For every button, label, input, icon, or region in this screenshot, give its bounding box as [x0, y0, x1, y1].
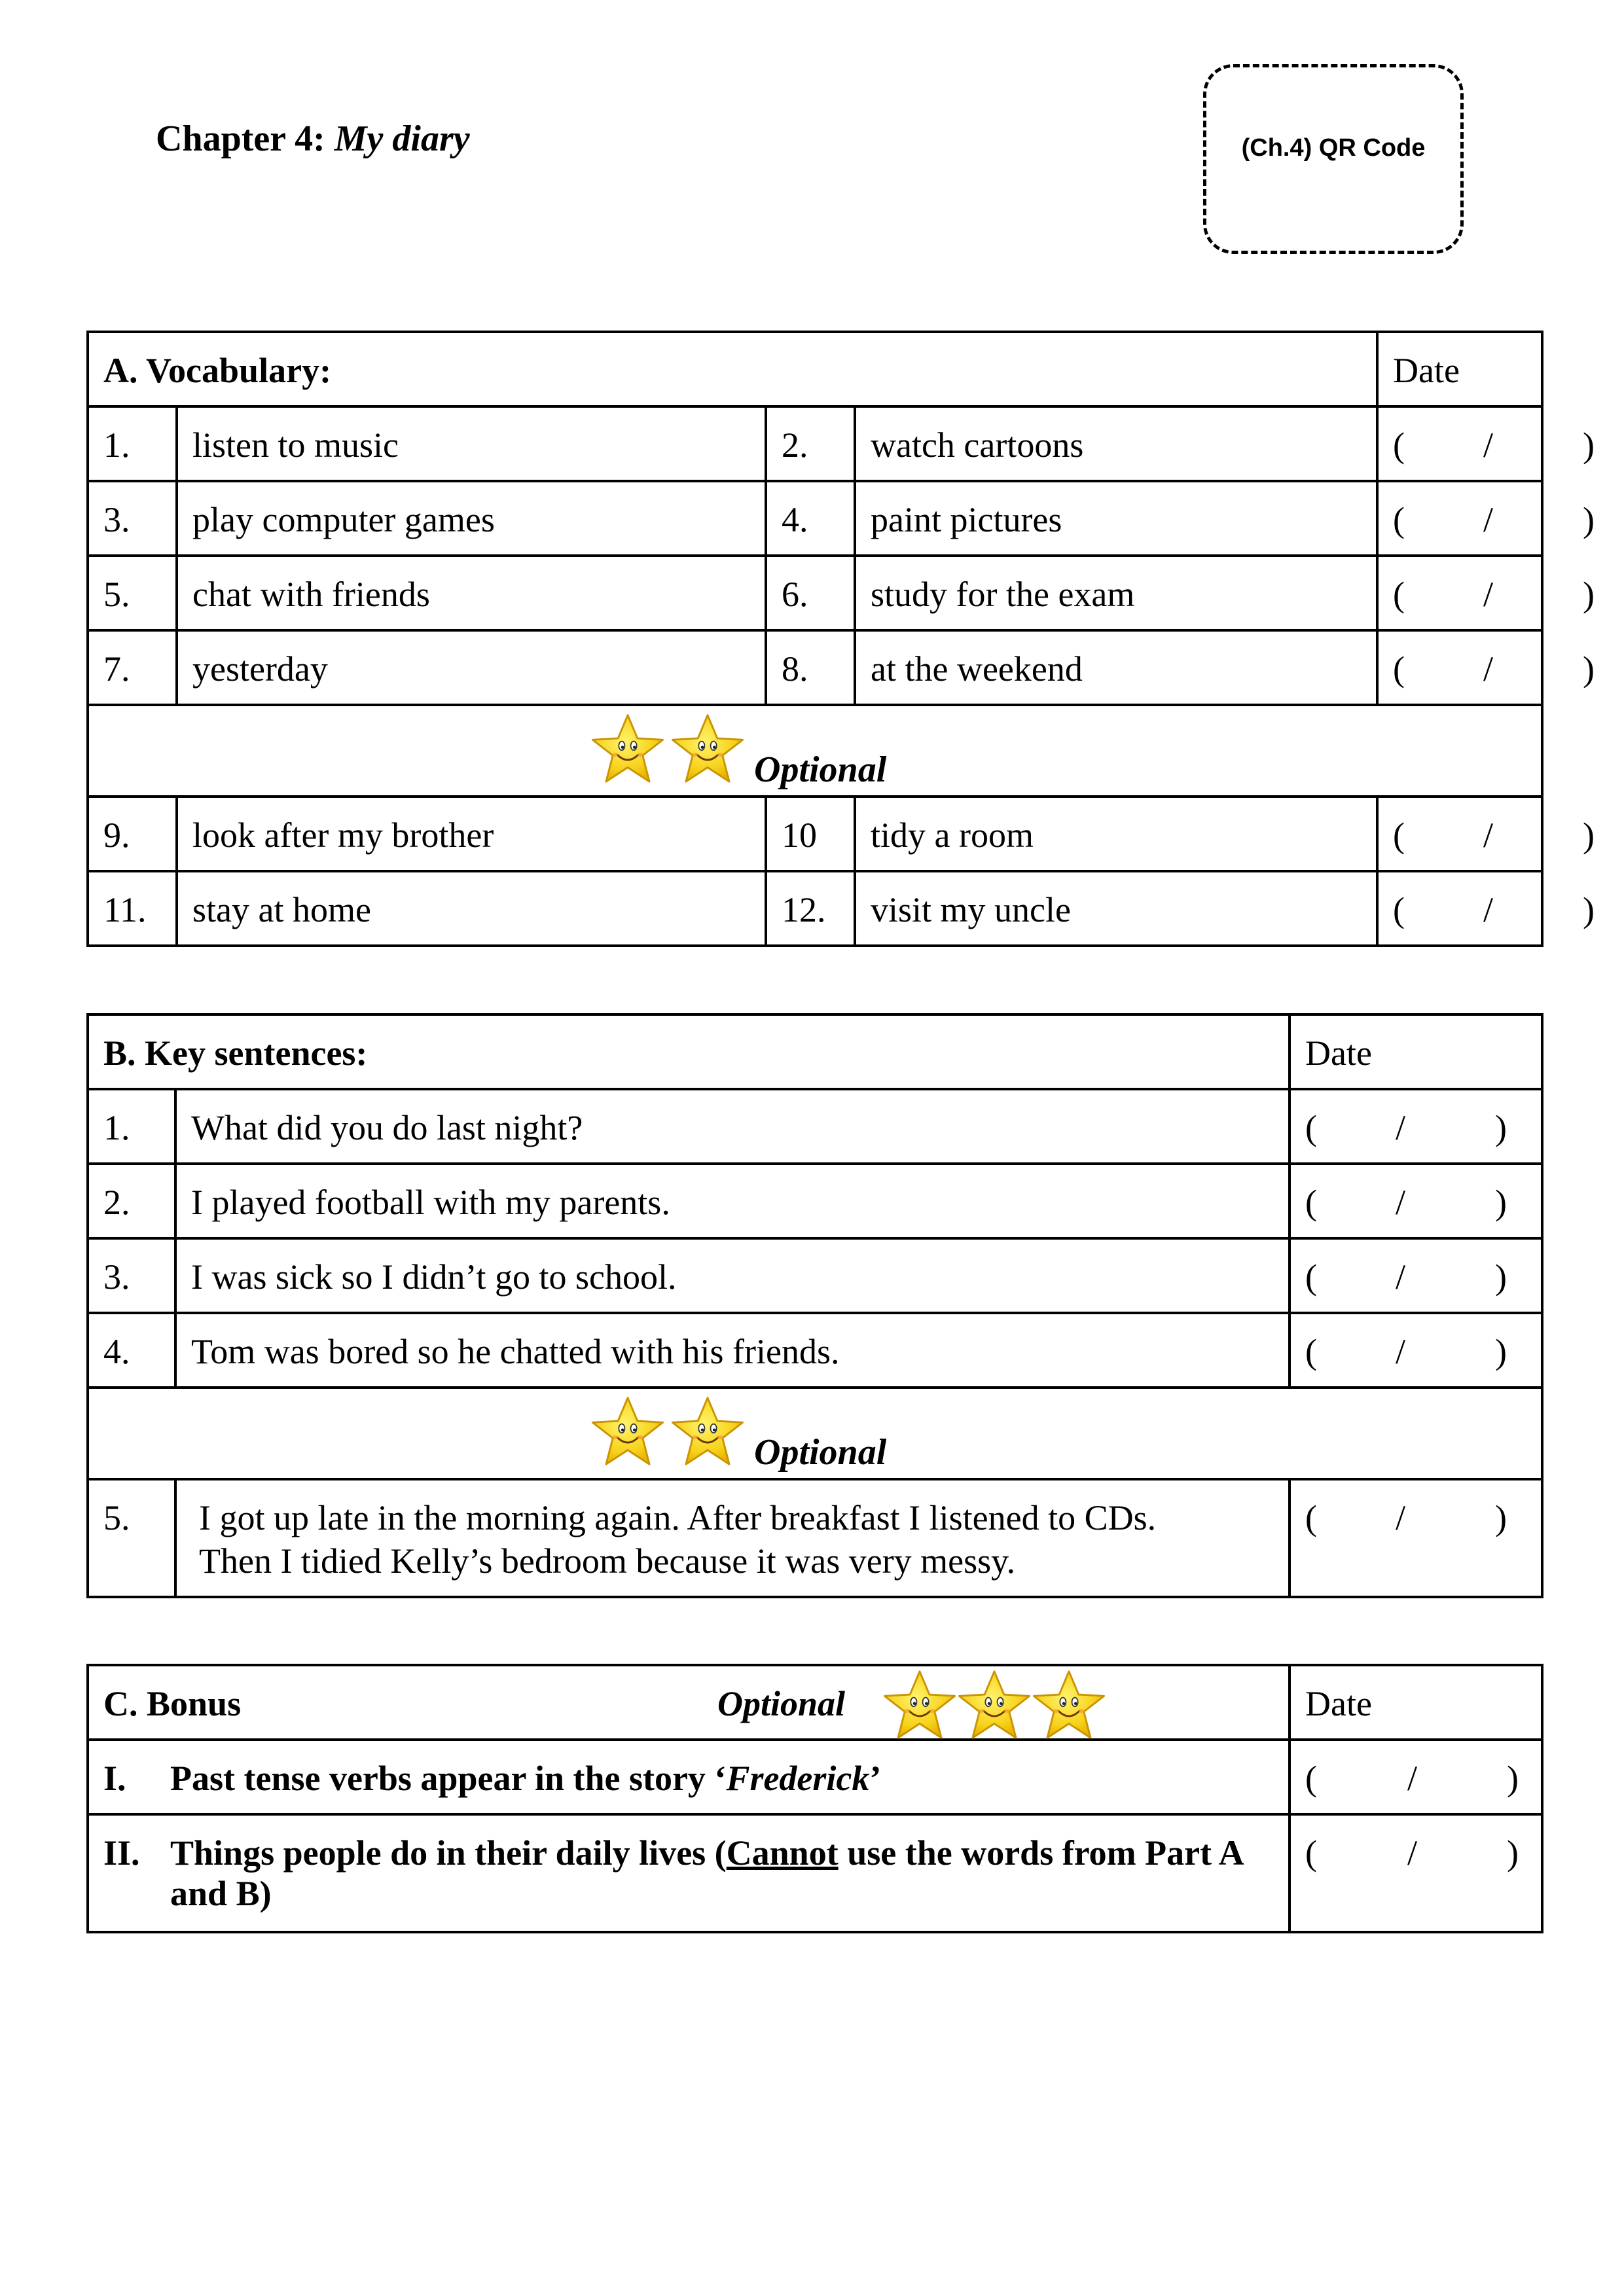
paren-open: (: [1393, 890, 1405, 929]
date-field[interactable]: [1290, 1479, 1542, 1597]
two-stars: [590, 1395, 745, 1467]
date-slash: /: [1483, 890, 1494, 929]
vocab-item: play computer games: [177, 481, 766, 556]
qr-label: (Ch.4) QR Code: [1241, 134, 1426, 162]
roman-numeral: I.: [103, 1759, 126, 1798]
table-row: [88, 630, 1542, 705]
optional-label: Optional: [754, 749, 887, 790]
date-slash: /: [1396, 1108, 1406, 1147]
date-field[interactable]: [1377, 406, 1595, 481]
bonus-text-part: Past tense verbs appear in the story ‘: [170, 1759, 727, 1798]
smiley-star-icon: [957, 1669, 1032, 1741]
vocab-item: tidy a room: [855, 797, 1377, 871]
item-number: 2.: [766, 406, 855, 481]
key-sentences-title: B. Key sentences:: [88, 1014, 1290, 1089]
item-number: 5.: [88, 1479, 175, 1597]
date-slash: /: [1483, 649, 1494, 689]
date-slash: /: [1396, 1498, 1406, 1537]
table-row: [88, 871, 1542, 946]
sentence-text: I was sick so I didn’t go to school.: [175, 1238, 1290, 1313]
smiley-star-icon: [590, 1395, 665, 1467]
table-row: [88, 797, 1542, 871]
date-slash: /: [1483, 816, 1494, 855]
date-field[interactable]: [1290, 1238, 1542, 1313]
paren-open: (: [1393, 575, 1405, 614]
smiley-star-icon: [670, 713, 745, 785]
paren-close: ): [1495, 1108, 1507, 1147]
paren-close: ): [1583, 816, 1595, 855]
date-field[interactable]: [1290, 1089, 1542, 1164]
vocab-item: watch cartoons: [855, 406, 1377, 481]
date-field[interactable]: [1377, 556, 1595, 630]
paren-open: (: [1305, 1759, 1317, 1798]
vocabulary-title: A. Vocabulary:: [88, 332, 1377, 406]
smiley-star-icon: [670, 1395, 745, 1467]
smiley-star-icon: [1032, 1669, 1106, 1741]
sentence-line: Then I tidied Kelly’s bedroom because it was very messy.: [199, 1541, 1016, 1581]
date-header: Date: [1290, 1665, 1542, 1740]
item-number: 4.: [88, 1313, 175, 1388]
date-slash: /: [1483, 500, 1494, 539]
vocab-item: paint pictures: [855, 481, 1377, 556]
bonus-item: [88, 1814, 1290, 1932]
optional-divider: [88, 1388, 1542, 1479]
bonus-text-part: ’: [869, 1759, 882, 1798]
sentence-line: I got up late in the morning again. After breakfast I listened to CDs.: [199, 1498, 1157, 1537]
date-header: Date: [1290, 1014, 1542, 1089]
paren-close: ): [1583, 890, 1595, 929]
table-row: [88, 1814, 1542, 1932]
emphasis-word: Cannot: [726, 1833, 839, 1873]
bonus-item: [88, 1740, 1290, 1814]
item-number: 12.: [766, 871, 855, 946]
bonus-title: C. Bonus: [103, 1684, 242, 1723]
item-number: 8.: [766, 630, 855, 705]
table-row: [88, 406, 1542, 481]
paren-open: (: [1305, 1833, 1317, 1873]
paren-close: ): [1495, 1332, 1507, 1371]
qr-code-placeholder: [1203, 64, 1464, 254]
vocab-item: look after my brother: [177, 797, 766, 871]
paren-close: ): [1507, 1759, 1519, 1798]
paren-open: (: [1393, 816, 1405, 855]
date-header: Date: [1377, 332, 1542, 406]
chapter-name: My diary: [334, 118, 470, 159]
item-number: 3.: [88, 1238, 175, 1313]
three-stars: [882, 1669, 1106, 1741]
item-number: 4.: [766, 481, 855, 556]
date-field[interactable]: [1290, 1740, 1542, 1814]
optional-label: Optional: [754, 1432, 887, 1473]
date-slash: /: [1407, 1759, 1418, 1798]
paren-close: ): [1583, 500, 1595, 539]
sentence-text: [175, 1479, 1290, 1597]
date-slash: /: [1396, 1332, 1406, 1371]
item-number: 5.: [88, 556, 177, 630]
paren-close: ): [1583, 425, 1595, 465]
item-number: 9.: [88, 797, 177, 871]
bonus-text-part: use the words from Part A and B): [170, 1833, 1242, 1913]
bonus-text-part: Things people do in their daily lives (: [170, 1833, 727, 1873]
vocab-item: stay at home: [177, 871, 766, 946]
bonus-header: [88, 1665, 1290, 1740]
item-number: 3.: [88, 481, 177, 556]
date-slash: /: [1407, 1833, 1418, 1873]
date-field[interactable]: [1377, 797, 1595, 871]
table-row: [88, 556, 1542, 630]
vocab-item: at the weekend: [855, 630, 1377, 705]
table-row: [88, 1089, 1542, 1164]
table-row: [88, 1238, 1542, 1313]
bonus-table: [86, 1664, 1543, 1933]
optional-divider: [88, 705, 1542, 797]
item-number: 7.: [88, 630, 177, 705]
date-field[interactable]: [1290, 1164, 1542, 1238]
sentence-text: What did you do last night?: [175, 1089, 1290, 1164]
item-number: 10: [766, 797, 855, 871]
date-slash: /: [1396, 1257, 1406, 1297]
vocabulary-table: [86, 331, 1595, 947]
date-field[interactable]: [1377, 871, 1595, 946]
paren-close: ): [1583, 575, 1595, 614]
optional-label: Optional: [717, 1684, 846, 1723]
date-slash: /: [1483, 425, 1494, 465]
table-row: [88, 1164, 1542, 1238]
date-field[interactable]: [1290, 1814, 1542, 1932]
vocab-item: study for the exam: [855, 556, 1377, 630]
sentence-text: Tom was bored so he chatted with his friends.: [175, 1313, 1290, 1388]
table-row: [88, 1740, 1542, 1814]
paren-open: (: [1305, 1183, 1317, 1222]
paren-open: (: [1305, 1498, 1317, 1537]
roman-numeral: II.: [103, 1833, 140, 1873]
date-slash: /: [1483, 575, 1494, 614]
table-row: [88, 481, 1542, 556]
paren-close: ): [1507, 1833, 1519, 1873]
key-sentences-table: [86, 1013, 1543, 1598]
item-number: 2.: [88, 1164, 175, 1238]
paren-open: (: [1393, 425, 1405, 465]
sentence-text: I played football with my parents.: [175, 1164, 1290, 1238]
smiley-star-icon: [882, 1669, 957, 1741]
story-title: Frederick: [726, 1759, 870, 1798]
vocab-item: visit my uncle: [855, 871, 1377, 946]
paren-open: (: [1393, 649, 1405, 689]
paren-close: ): [1583, 649, 1595, 689]
item-number: 11.: [88, 871, 177, 946]
date-slash: /: [1396, 1183, 1406, 1222]
smiley-star-icon: [590, 713, 665, 785]
paren-close: ): [1495, 1498, 1507, 1537]
item-number: 1.: [88, 406, 177, 481]
date-field[interactable]: [1377, 630, 1595, 705]
table-row: [88, 1313, 1542, 1388]
table-row: [88, 1479, 1542, 1597]
page-title: [156, 117, 470, 161]
two-stars: [590, 713, 745, 785]
paren-open: (: [1305, 1332, 1317, 1371]
paren-open: (: [1305, 1257, 1317, 1297]
paren-close: ): [1495, 1257, 1507, 1297]
paren-open: (: [1393, 500, 1405, 539]
chapter-prefix: Chapter 4:: [156, 118, 325, 159]
item-number: 6.: [766, 556, 855, 630]
date-field[interactable]: [1377, 481, 1595, 556]
vocab-item: yesterday: [177, 630, 766, 705]
paren-open: (: [1305, 1108, 1317, 1147]
date-field[interactable]: [1290, 1313, 1542, 1388]
vocab-item: chat with friends: [177, 556, 766, 630]
vocab-item: listen to music: [177, 406, 766, 481]
paren-close: ): [1495, 1183, 1507, 1222]
item-number: 1.: [88, 1089, 175, 1164]
